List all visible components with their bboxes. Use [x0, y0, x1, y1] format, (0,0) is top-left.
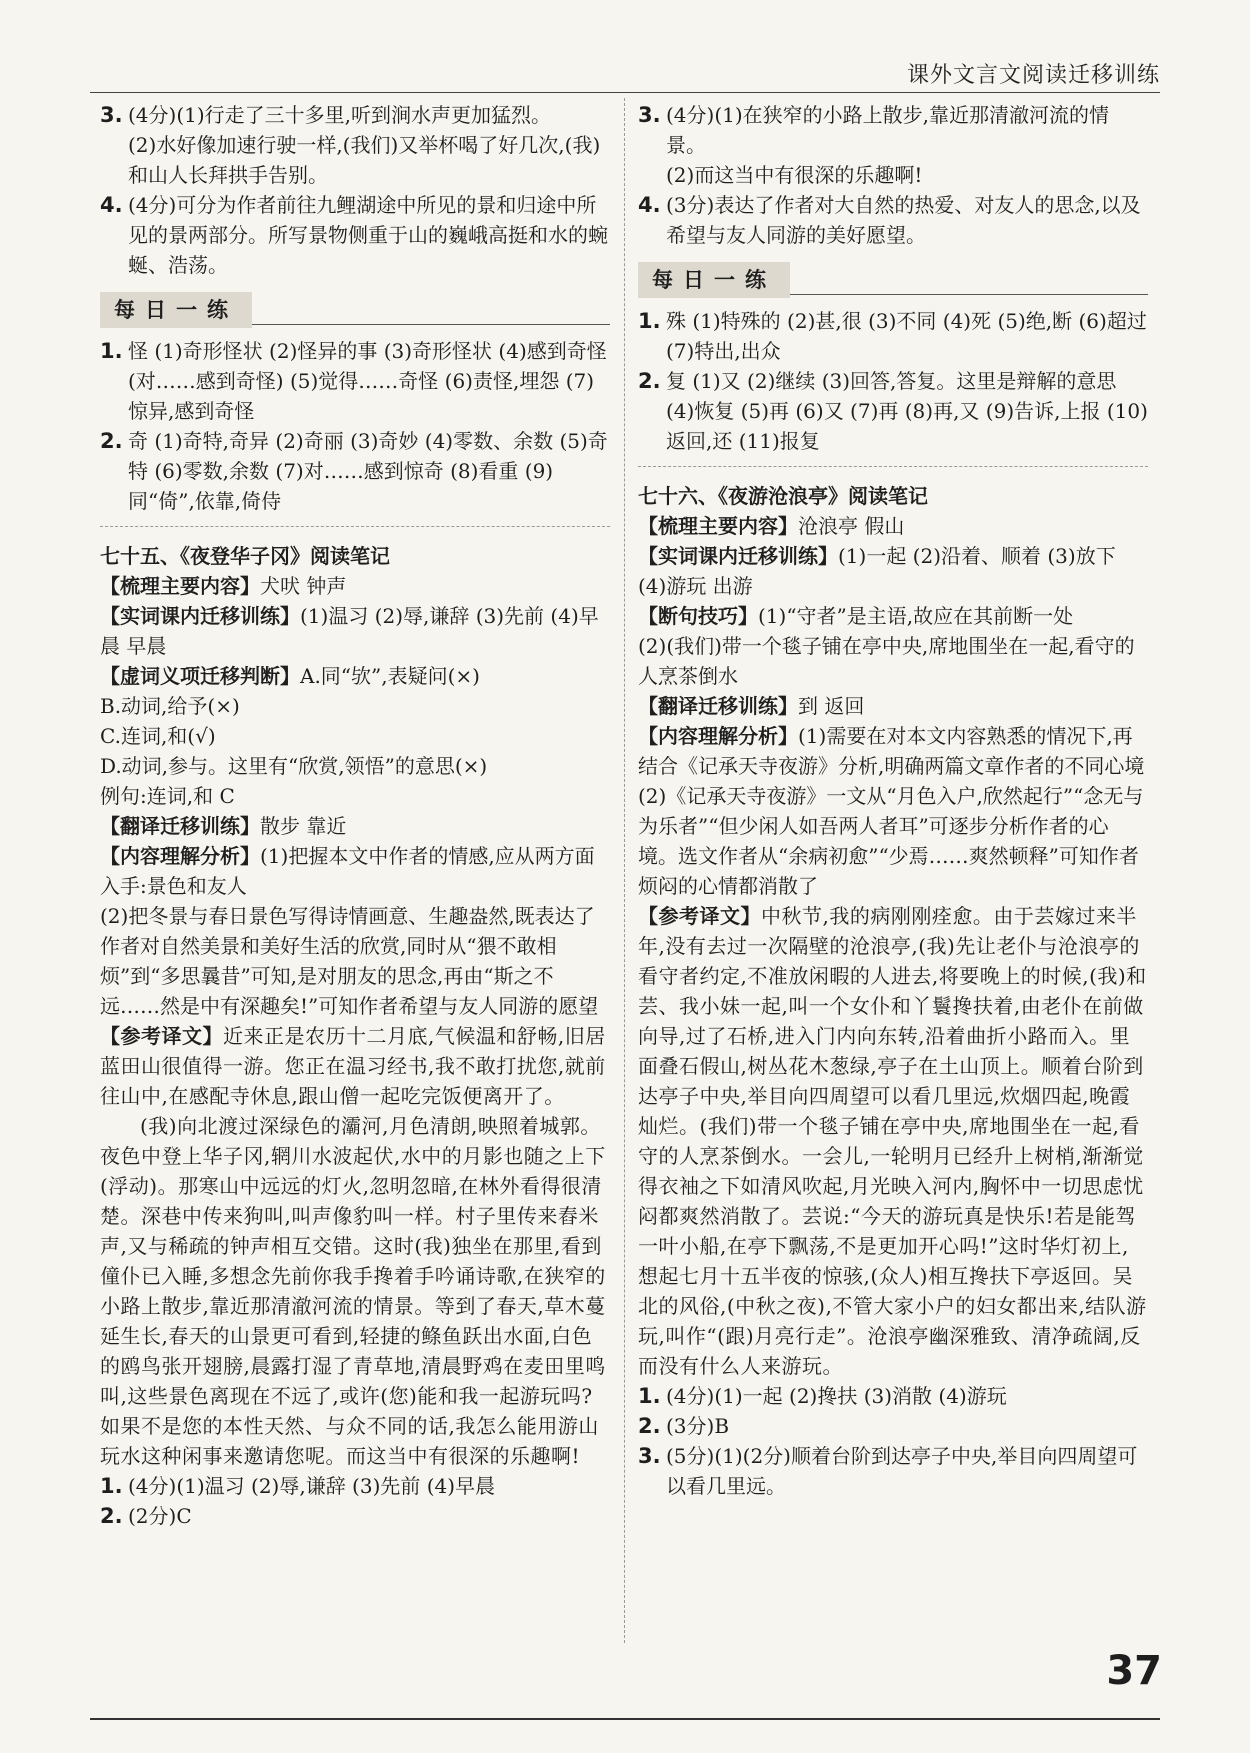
note-line — [100, 811, 610, 841]
note-line: 例句:连词,和 C — [100, 784, 235, 808]
note-tag: 【翻译迁移训练】 — [638, 694, 798, 718]
item-number: 1. — [100, 339, 123, 363]
note-text: (1)把握本文中作者的情感,应从两方面入手:景色和友人 — [100, 844, 595, 898]
translation-text: 中秋节,我的病刚刚痊愈。由于芸嫁过来半年,没有去过一次隔壁的沧浪亭,(我)先让老仆与沧浪亭的看守者约定,不准放闲暇的人进去,将要晚上的时候,(我)和芸、我小妹一起,叫一个女仆和丫鬟搀扶着,由老仆在前做向导,过了石桥,进入门内向东转,沿着曲折小路而入。里面叠石假山,树丛花木葱绿,亭子在土山顶上。顺着台阶到达亭子中央,举目向四周望可以看几里远,炊烟四起,晚霞灿烂。(我们)带一个毯子铺在亭中央,席地围坐在一起,看守的人烹茶倒水。一会儿,一轮明月已经升上树梢,渐渐觉得衣袖之下如清风吹起,月光映入河内,胸怀中一切思虑忧闷都爽然消散了。芸说:“今天的游玩真是快乐!若是能驾一叶小船,在亭下飘荡,不是更加开心吗!”这时华灯初上,想起七月十五半夜的惊骇,(众人)相互搀扶下亭返回。吴北的风俗,(中秋之夜),不管大家小户的妇女都出来,结队游玩,叫作“(跟)月亮行走”。沧浪亭幽深雅致、清净疏阔,反而没有什么人来游玩。 — [638, 904, 1147, 1378]
note-line: D.动词,参与。这里有“欣赏,领悟”的意思(×) — [100, 754, 488, 778]
note-tag: 【梳理主要内容】 — [100, 574, 260, 598]
answer-item — [638, 1411, 1148, 1441]
note-tag: 【内容理解分析】 — [100, 844, 260, 868]
answer-item — [100, 1501, 610, 1531]
note-line — [100, 601, 610, 661]
daily-practice-title: 每日一练 — [100, 292, 252, 328]
answer-text: (2)水好像加速行驶一样,(我们)又举杯喝了好几次,(我)和山人长拜拱手告别。 — [128, 133, 601, 187]
daily-text: 怪 (1)奇形怪状 (2)怪异的事 (3)奇形怪状 (4)感到奇怪(对……感到奇怪) (5)觉得……奇怪 (6)责怪,埋怨 (7)惊异,感到奇怪 — [128, 339, 607, 423]
note-line: B.动词,给予(×) — [100, 694, 240, 718]
daily-text: 复 (1)又 (2)继续 (3)回答,答复。这里是辩解的意思 (4)恢复 (5)再 (6)又 (7)再 (8)再,又 (9)告诉,上报 (10)返回,还 (11)报复 — [666, 369, 1148, 453]
answer-text: (3分)表达了作者对大自然的热爱、对友人的思念,以及希望与友人同游的美好愿望。 — [666, 193, 1141, 247]
note-tag: 【实词课内迁移训练】 — [100, 604, 300, 628]
note-line — [638, 541, 1148, 601]
item-number: 2. — [100, 1504, 123, 1528]
translation-paragraph: (我)向北渡过深绿色的灞河,月色清朗,映照着城郭。夜色中登上华子冈,辋川水波起伏,水中的月影也随之上下(浮动)。那寒山中远远的灯火,忽明忽暗,在林外看得很清楚。深巷中传来狗叫,叫声像豹叫一样。村子里传来舂米声,又与稀疏的钟声相互交错。这时(我)独坐在那里,看到僮仆已入睡,多想念先前你我手搀着手吟诵诗歌,在狭窄的小路上散步,靠近那清澈河流的情景。等到了春天,草木蔓延生长,春天的山景更可看到,轻捷的鲦鱼跃出水面,白色的鸥鸟张开翅膀,晨露打湿了青草地,清晨野鸡在麦田里鸣叫,这些景色离现在不远了,或许(您)能和我一起游玩吗?如果不是您的本性天然、与众不同的话,我怎么能用游山玩水这种闲事来邀请您呢。而这当中有很深的乐趣啊! — [100, 1114, 606, 1468]
item-number: 4. — [638, 193, 661, 217]
answer-item — [100, 1471, 610, 1501]
note-line: (2)(我们)带一个毯子铺在亭中央,席地围坐在一起,看守的人烹茶倒水 — [638, 634, 1135, 688]
answer-item — [638, 1441, 1148, 1501]
daily-text: 奇 (1)奇特,奇异 (2)奇丽 (3)奇妙 (4)零数、余数 (5)奇特 (6)零数,余数 (7)对……感到惊奇 (8)看重 (9)同“倚”,依靠,倚侍 — [128, 429, 608, 513]
note-text: (1)“守者”是主语,故应在其前断一处 — [758, 604, 1074, 628]
item-number: 1. — [100, 1474, 123, 1498]
daily-practice-heading — [100, 292, 610, 328]
answer-item — [638, 190, 1148, 250]
answer-item — [638, 100, 1148, 190]
note-line: C.连词,和(√) — [100, 724, 216, 748]
section-separator — [100, 526, 610, 527]
item-number: 3. — [100, 103, 123, 127]
note-line — [100, 841, 610, 901]
note-text: 到 返回 — [798, 694, 865, 718]
item-number: 2. — [100, 429, 123, 453]
column-divider — [624, 98, 625, 1643]
translation-text: 近来正是农历十二月底,气候温和舒畅,旧居蓝田山很值得一游。您正在温习经书,我不敢打扰您,就前往山中,在感配寺休息,跟山僧一起吃完饭便离开了。 — [100, 1024, 606, 1108]
answer-text: (4分)(1)在狭窄的小路上散步,靠近那清澈河流的情景。 — [666, 103, 1110, 157]
daily-item — [638, 306, 1148, 366]
right-column — [638, 100, 1148, 1501]
item-number: 1. — [638, 309, 661, 333]
note-text: A.同“欤”,表疑问(×) — [300, 664, 480, 688]
answer-text: (4分)可分为作者前往九鲤湖途中所见的景和归途中所见的景两部分。所写景物侧重于山的巍峨高挺和水的蜿蜒、浩荡。 — [128, 193, 608, 277]
item-number: 1. — [638, 1384, 661, 1408]
daily-text: 殊 (1)特殊的 (2)甚,很 (3)不同 (4)死 (5)绝,断 (6)超过 (7)特出,出众 — [666, 309, 1147, 363]
running-header: 课外文言文阅读迁移训练 — [906, 63, 1160, 88]
item-number: 3. — [638, 103, 661, 127]
translation-paragraph — [100, 1021, 610, 1111]
daily-practice-heading — [638, 262, 1148, 298]
note-text: (1)一起 (2)沿着、顺着 (3)放下 (4)游玩 出游 — [638, 544, 1116, 598]
answer-text: (4分)(1)行走了三十多里,听到涧水声更加猛烈。 — [128, 103, 552, 127]
note-line — [638, 511, 1148, 541]
note-tag: 【梳理主要内容】 — [638, 514, 798, 538]
note-tag: 【虚词义项迁移判断】 — [100, 664, 300, 688]
note-line: (2)把冬景与春日景色写得诗情画意、生趣盎然,既表达了作者对自然美景和美好生活的欣赏,同时从“猥不敢相烦”到“多思曩昔”可知,是对朋友的思念,再由“斯之不远……然是中有深趣矣!”可知作者希望与友人同游的愿望 — [100, 904, 599, 1018]
answer-item — [100, 190, 610, 280]
note-tag: 【实词课内迁移训练】 — [638, 544, 838, 568]
heading-rule — [790, 294, 1148, 295]
note-text: (1)需要在对本文内容熟悉的情况下,再结合《记承天寺夜游》分析,明确两篇文章作者的不同心境 — [638, 724, 1145, 778]
note-tag: 【断句技巧】 — [638, 604, 758, 628]
daily-item — [100, 336, 610, 426]
answer-item — [100, 100, 610, 190]
bottom-rule — [90, 1718, 1160, 1720]
translation-paragraph — [638, 901, 1148, 1381]
daily-item — [638, 366, 1148, 456]
note-line — [638, 691, 1148, 721]
note-line — [638, 721, 1148, 781]
answer-text: (4分)(1)温习 (2)辱,谦辞 (3)先前 (4)早晨 — [128, 1474, 496, 1498]
section-separator — [638, 466, 1148, 467]
note-text: 犬吠 钟声 — [260, 574, 347, 598]
note-tag: 【翻译迁移训练】 — [100, 814, 260, 838]
daily-item — [100, 426, 610, 516]
note-line — [638, 601, 1148, 631]
heading-rule — [252, 324, 610, 325]
note-text: 沧浪亭 假山 — [798, 514, 905, 538]
section-title: 七十六、《夜游沧浪亭》阅读笔记 — [638, 484, 928, 508]
item-number: 3. — [638, 1444, 661, 1468]
daily-practice-title: 每日一练 — [638, 262, 790, 298]
answer-text: (2分)C — [128, 1504, 192, 1528]
left-column — [100, 100, 610, 1531]
page-number: 37 — [1106, 1648, 1162, 1694]
item-number: 4. — [100, 193, 123, 217]
translation-tag: 【参考译文】 — [638, 904, 761, 928]
note-line: (2)《记承天寺夜游》一文从“月色入户,欣然起行”“念无与为乐者”“但少闲人如吾两人者耳”可逐步分析作者的心境。选文作者从“余病初愈”“少焉……爽然顿释”可知作者烦闷的心情都消散了 — [638, 784, 1144, 898]
note-text: 散步 靠近 — [260, 814, 347, 838]
answer-text: (2)而这当中有很深的乐趣啊! — [666, 163, 923, 187]
section-title: 七十五、《夜登华子冈》阅读笔记 — [100, 544, 390, 568]
item-number: 2. — [638, 369, 661, 393]
answer-text: (3分)B — [666, 1414, 730, 1438]
note-text: (1)温习 (2)辱,谦辞 (3)先前 (4)早晨 早晨 — [100, 604, 599, 658]
translation-tag: 【参考译文】 — [100, 1024, 223, 1048]
header-rule — [90, 92, 1160, 93]
answer-text: (4分)(1)一起 (2)搀扶 (3)消散 (4)游玩 — [666, 1384, 1007, 1408]
note-line — [100, 571, 610, 601]
note-line — [100, 661, 610, 691]
answer-text: (5分)(1)(2分)顺着台阶到达亭子中央,举目向四周望可以看几里远。 — [666, 1444, 1138, 1498]
item-number: 2. — [638, 1414, 661, 1438]
note-tag: 【内容理解分析】 — [638, 724, 798, 748]
answer-item — [638, 1381, 1148, 1411]
